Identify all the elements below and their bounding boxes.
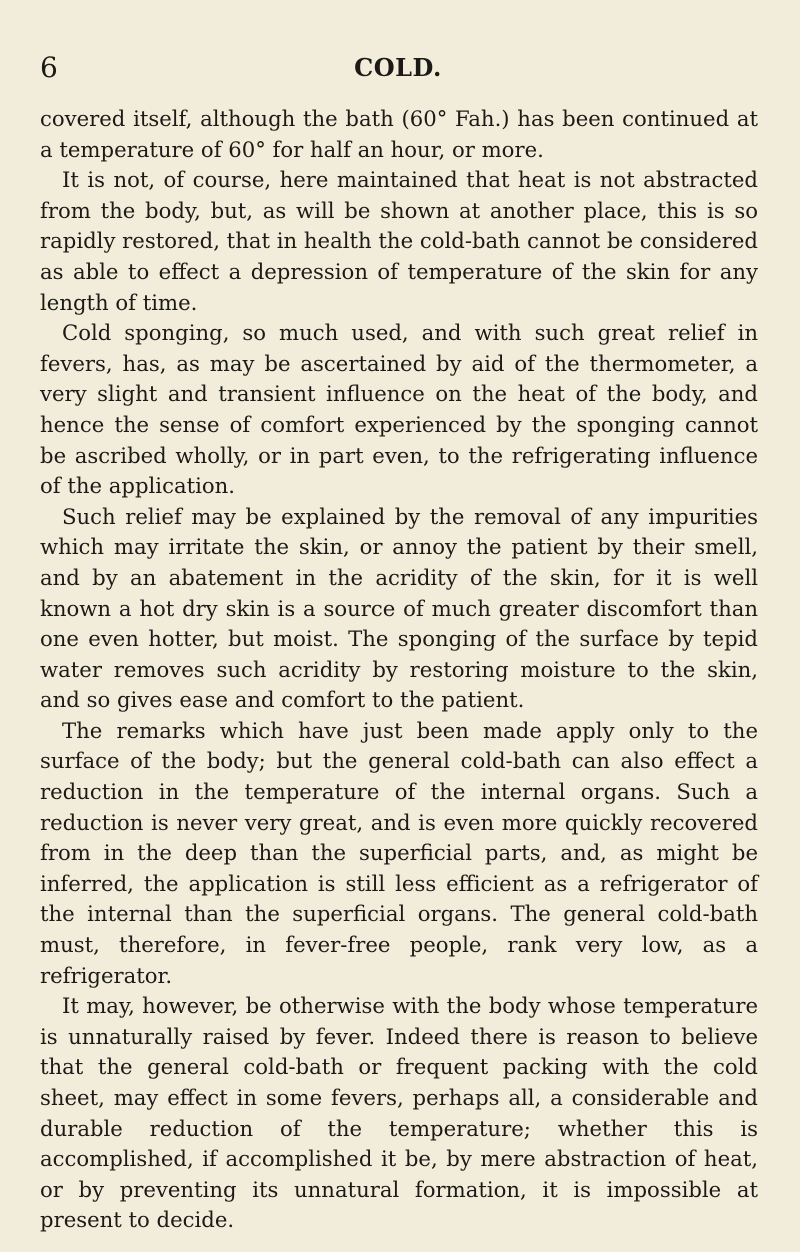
paragraph: Cold sponging, so much used, and with such great relief in fevers, has, as may be ascertained by aid of the thermometer, a very slight and transient influence on the heat of the body, and hence the sense of comfort experienced by the sponging cannot be ascribed wholly, or in part even, to the refrigerating influence of the application. [40,320,758,499]
body-text [40,104,758,1236]
paragraph: It may, however, be otherwise with the body whose temperature is unnaturally raised by fever. Indeed there is reason to believe that the general cold-bath or frequent packing with the cold sheet, may effect in some fevers, perhaps all, a considerable and durable reduction of the temperature; whether this is accomplished, if accomplished it be, by mere abstraction of heat, or by preventing its unnatural formation, it is impossible at present to decide. [40,993,758,1233]
paragraph: It is not, of course, here maintained that heat is not abstracted from the body, but, as will be shown at another place, this is so rapidly restored, that in health the cold-bath cannot be considered as able to effect a depression of temperature of the skin for any length of time. [40,167,758,315]
paragraph: Such relief may be explained by the removal of any impurities which may irritate the skin, or annoy the patient by their smell, and by an abatement in the acridity of the skin, for it is well known a hot dry skin is a source of much greater discomfort than one even hotter, but moist. The sponging of the surface by tepid water removes such acridity by restoring moisture to the skin, and so gives ease and comfort to the patient. [40,503,758,713]
page-number: 6 [40,51,58,84]
running-head: COLD. [354,53,442,82]
paragraph-continued: covered itself, although the bath (60° Fah.) has been continued at a temperature of 60° for half an hour, or more. [40,106,758,162]
paragraph: The remarks which have just been made apply only to the surface of the body; but the general cold-bath can also effect a reduction in the temperature of the internal organs. Such a reduction is never very great, and is even more quickly recovered from in the deep than the superficial parts, and, as might be inferred, the application is still less efficient as a refrigerator of the internal than the superficial organs. The general cold-bath must, therefore, in fever-free people, rank very low, as a refrigerator. [40,717,758,988]
page-header [40,48,756,88]
